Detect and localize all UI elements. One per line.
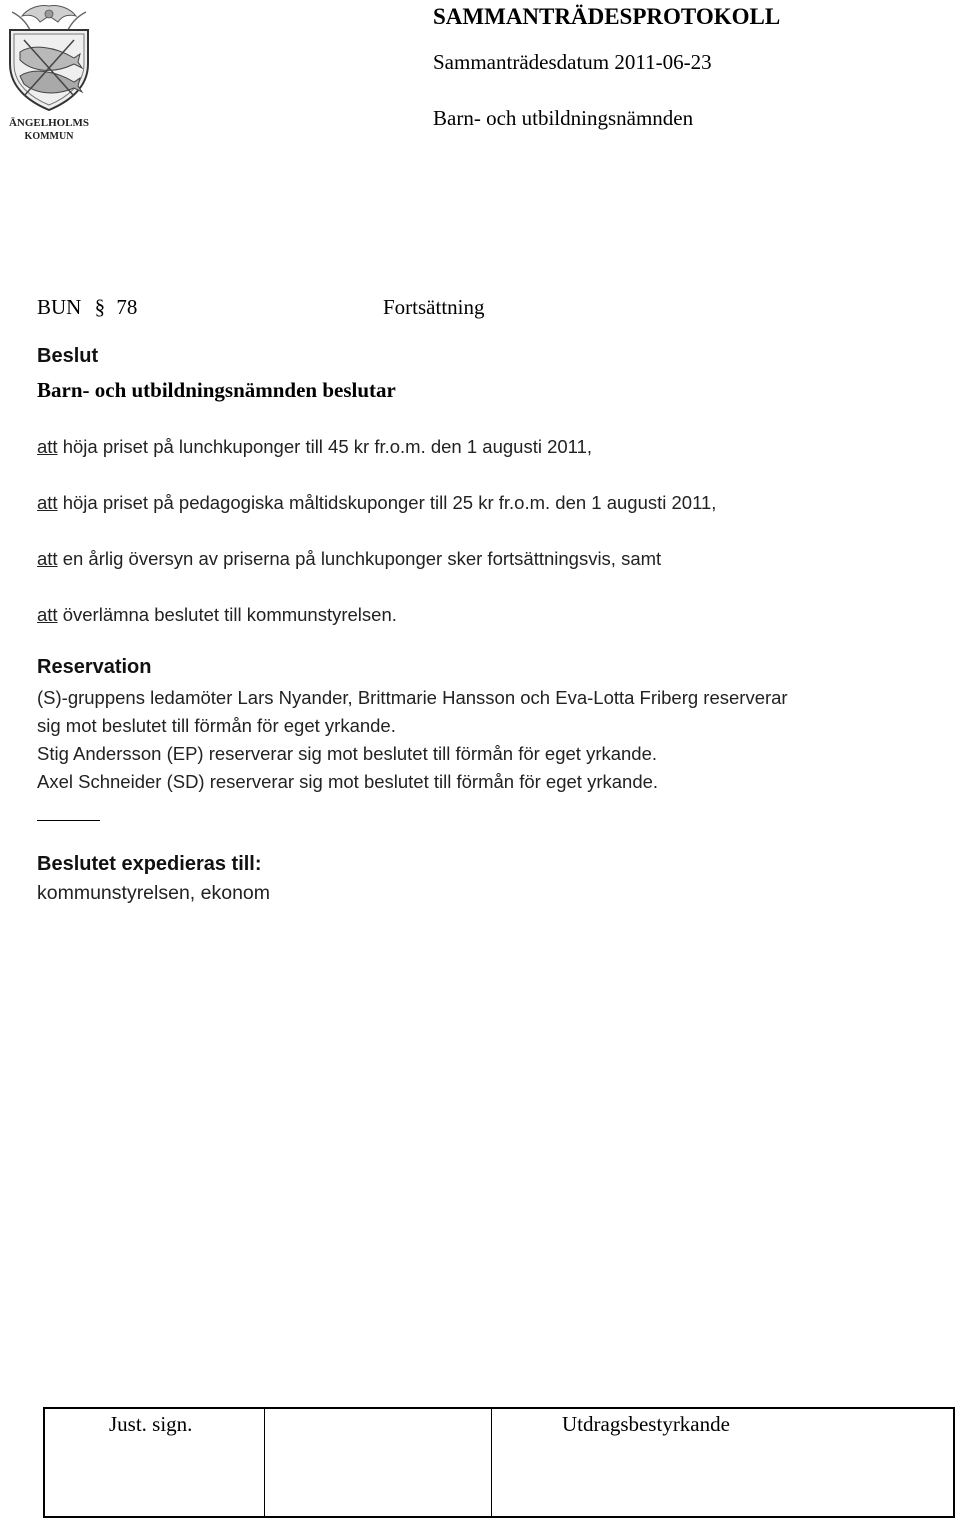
decision-item (37, 492, 716, 514)
logo-text-line2: KOMMUN (24, 131, 74, 142)
document-title: SAMMANTRÄDESPROTOKOLL (433, 4, 781, 29)
att-word: att (37, 604, 58, 625)
att-word: att (37, 548, 58, 569)
continuation-label: Fortsättning (383, 295, 485, 319)
just-sign-label: Just. sign. (109, 1412, 193, 1436)
distribution-heading: Beslutet expedieras till: (37, 853, 262, 875)
reservation-line: Stig Andersson (EP) reserverar sig mot beslutet till förmån för eget yrkande. (37, 743, 658, 764)
reservation-heading: Reservation (37, 656, 152, 678)
decision-item (37, 436, 592, 458)
paragraph-number (37, 295, 137, 320)
decision-item-text: höja priset på lunchkuponger till 45 kr fr.o.m. den 1 augusti 2011, (57, 436, 593, 457)
reservation-line: sig mot beslutet till förmån för eget yrkande. (37, 715, 396, 736)
reservation-line: (S)-gruppens ledamöter Lars Nyander, Brittmarie Hansson och Eva-Lotta Friberg reserverar (37, 687, 788, 708)
certification-label: Utdragsbestyrkande (562, 1412, 730, 1436)
signature-cell-just-sign (109, 1409, 492, 1516)
decision-subheading: Barn- och utbildningsnämnden beslutar (37, 378, 396, 402)
decision-item (37, 548, 661, 570)
decision-item-text: överlämna beslutet till kommunstyrelsen. (57, 604, 397, 625)
signature-box (43, 1407, 955, 1518)
att-word: att (37, 436, 58, 457)
decision-item-text: höja priset på pedagogiska måltidskuponger till 25 kr fr.o.m. den 1 augusti 2011, (57, 492, 717, 513)
section-sign: § (94, 295, 106, 319)
logo-text-line1: ÄNGELHOLMS (8, 117, 90, 129)
decision-item (37, 604, 397, 626)
decision-item-text: en årlig översyn av priserna på lunchkuponger sker fortsättningsvis, samt (57, 548, 662, 569)
distribution-recipients: kommunstyrelsen, ekonom (37, 882, 271, 904)
reservation-line: Axel Schneider (SD) reserverar sig mot beslutet till förmån för eget yrkande. (37, 771, 659, 792)
municipality-coat-of-arms (2, 2, 97, 144)
coat-of-arms-icon (2, 2, 97, 144)
paragraph-label: BUN (37, 295, 82, 319)
board-name: Barn- och utbildningsnämnden (433, 106, 694, 130)
decision-heading: Beslut (37, 345, 99, 367)
separator-rule (37, 820, 100, 821)
meeting-date: Sammanträdesdatum 2011-06-23 (433, 50, 712, 74)
signature-cell-certification (492, 1409, 955, 1516)
paragraph-digits: 78 (116, 295, 138, 319)
att-word: att (37, 492, 58, 513)
